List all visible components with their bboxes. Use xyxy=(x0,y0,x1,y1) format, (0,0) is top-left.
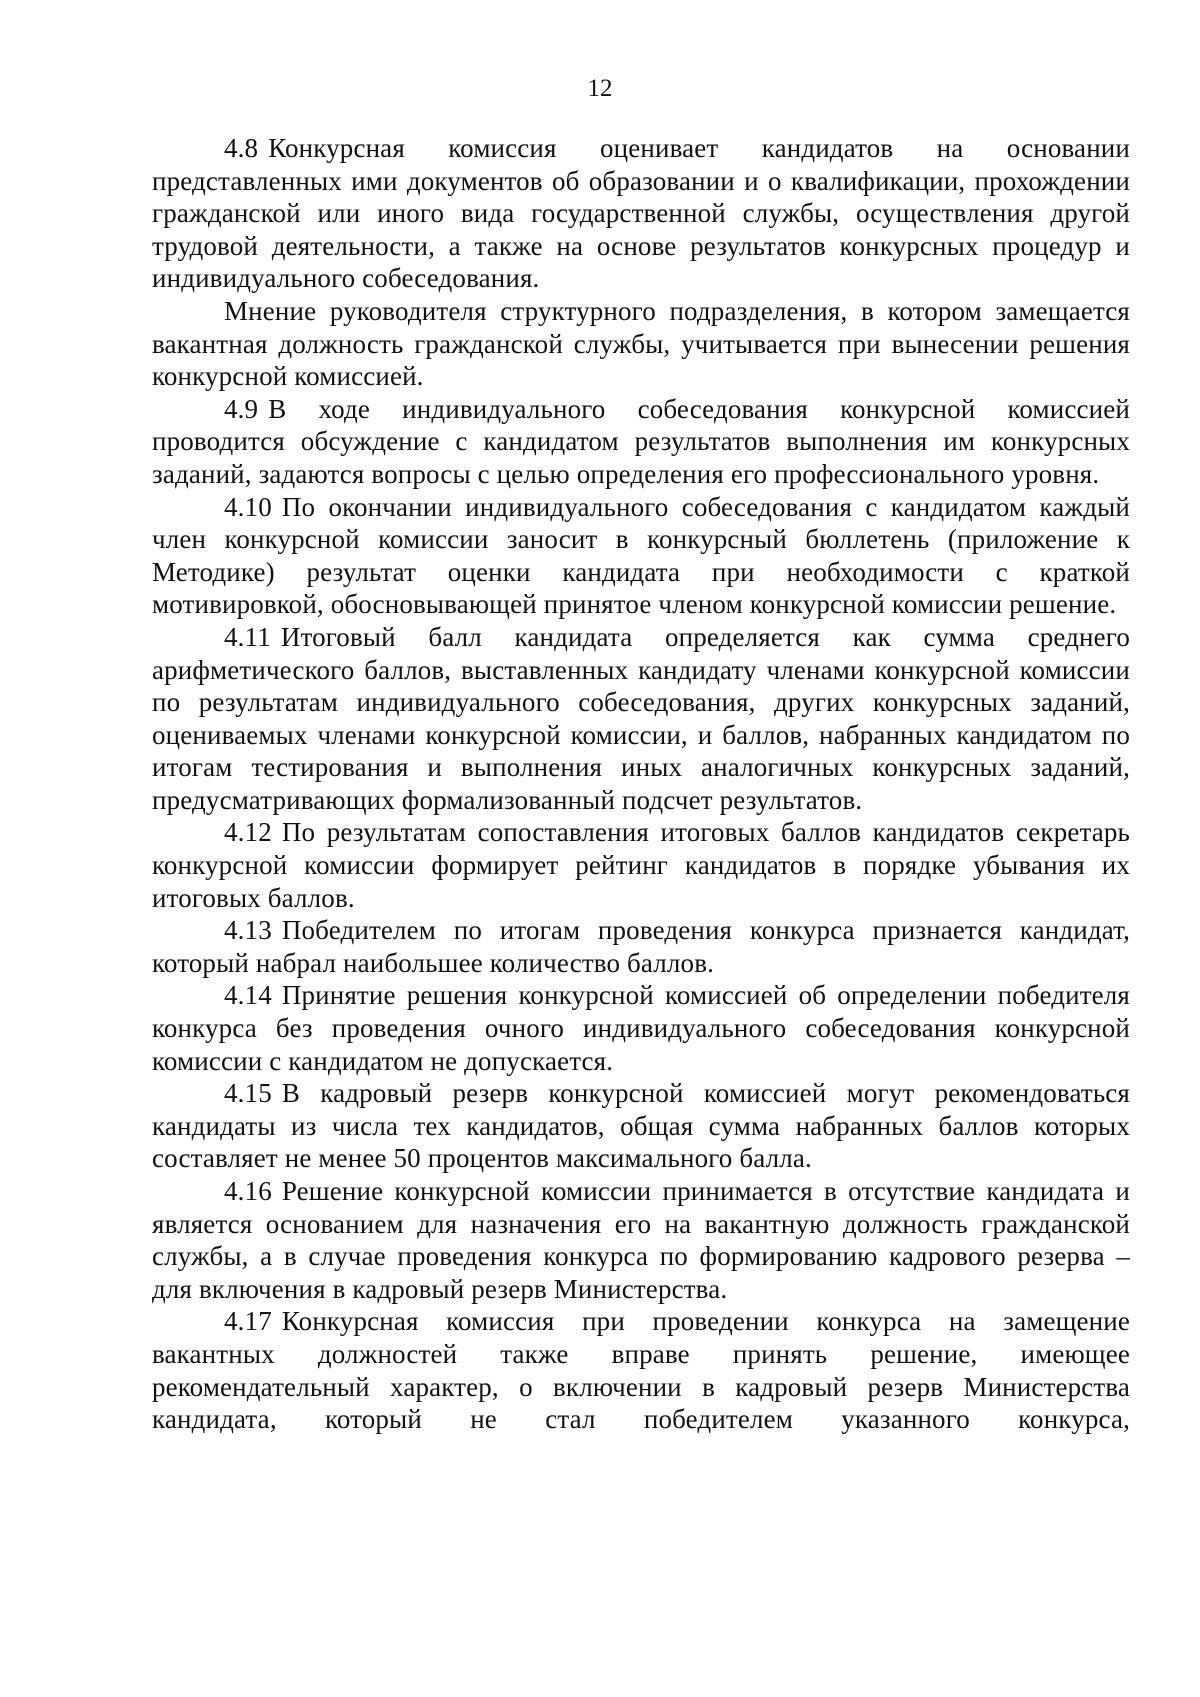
document-body xyxy=(152,132,1130,1436)
paragraph-number: 4.13 xyxy=(224,915,272,946)
paragraph-number: 4.12 xyxy=(224,817,272,848)
paragraph-number: 4.10 xyxy=(224,491,272,522)
paragraph-4-14 xyxy=(152,979,1130,1077)
paragraph-4-16 xyxy=(152,1175,1130,1305)
paragraph-text: Принятие решения конкурсной комиссией об определении победителя конкурса без проведения очного индивидуального собеседования конкурсной комиссии с кандидатом не допускается. xyxy=(152,980,1130,1076)
paragraph-4-9 xyxy=(152,393,1130,491)
paragraph-4-13 xyxy=(152,914,1130,979)
paragraph-number: 4.14 xyxy=(224,980,272,1011)
paragraph-opinion xyxy=(152,295,1130,393)
paragraph-4-15 xyxy=(152,1077,1130,1175)
paragraph-number: 4.9 xyxy=(224,393,259,424)
paragraph-4-17 xyxy=(152,1305,1130,1435)
paragraph-4-8 xyxy=(152,132,1130,295)
paragraph-text: По результатам сопоставления итоговых баллов кандидатов секретарь конкурсной комиссии формирует рейтинг кандидатов в порядке убывания их итоговых баллов. xyxy=(152,817,1130,913)
paragraph-text: В ходе индивидуального собеседования конкурсной комиссией проводится обсуждение с кандидатом результатов выполнения им конкурсных заданий, задаются вопросы с целью определения его профессионального уровня. xyxy=(152,393,1130,489)
paragraph-text: Мнение руководителя структурного подразделения, в котором замещается вакантная должность гражданской службы, учитывается при вынесении решения конкурсной комиссией. xyxy=(152,295,1130,392)
paragraph-text: Конкурсная комиссия оценивает кандидатов на основании представленных ими документов об образовании и о квалификации, прохождении гражданской или иного вида государственной службы, осуществления другой трудовой деятельности, а также на основе результатов конкурсных процедур и индивидуального собеседования. xyxy=(152,133,1130,294)
paragraph-text: В кадровый резерв конкурсной комиссией могут рекомендоваться кандидаты из числа тех кандидатов, общая сумма набранных баллов которых составляет не менее 50 процентов максимального балла. xyxy=(152,1078,1130,1174)
paragraph-text: По окончании индивидуального собеседования с кандидатом каждый член конкурсной комиссии заносит в конкурсный бюллетень (приложение к Методике) результат оценки кандидата при необходимости с краткой мотивировкой, обосновывающей принятое членом конкурсной комиссии решение. xyxy=(152,491,1130,620)
paragraph-text: Итоговый балл кандидата определяется как сумма среднего арифметического баллов, выставленных кандидату членами конкурсной комиссии по результатам индивидуального собеседования, других конкурсных заданий, оцениваемых членами конкурсной комиссии, и баллов, набранных кандидатом по итогам тестирования и выполнения иных аналогичных конкурсных заданий, предусматривающих формализованный подсчет результатов. xyxy=(152,621,1130,815)
paragraph-4-12 xyxy=(152,816,1130,914)
paragraph-4-11 xyxy=(152,621,1130,817)
paragraph-text: Решение конкурсной комиссии принимается в отсутствие кандидата и является основанием для назначения его на вакантную должность гражданской службы, а в случае проведения конкурса по формированию кадрового резерва – для включения в кадровый резерв Министерства. xyxy=(152,1176,1130,1304)
paragraph-number: 4.8 xyxy=(224,133,259,163)
paragraph-number: 4.16 xyxy=(224,1176,272,1206)
paragraph-text: Победителем по итогам проведения конкурса признается кандидат, который набрал наибольшее количество баллов. xyxy=(152,915,1130,978)
paragraph-4-10 xyxy=(152,491,1130,621)
page-number: 12 xyxy=(587,75,613,102)
paragraph-number: 4.15 xyxy=(224,1078,272,1109)
paragraph-number: 4.17 xyxy=(224,1306,272,1337)
paragraph-text: Конкурсная комиссия при проведении конкурса на замещение вакантных должностей также вправе принять решение, имеющее рекомендательный характер, о включении в кадровый резерв Министерства кандидата, который не стал победителем указанного конкурса, xyxy=(152,1306,1130,1435)
paragraph-number: 4.11 xyxy=(224,621,271,652)
